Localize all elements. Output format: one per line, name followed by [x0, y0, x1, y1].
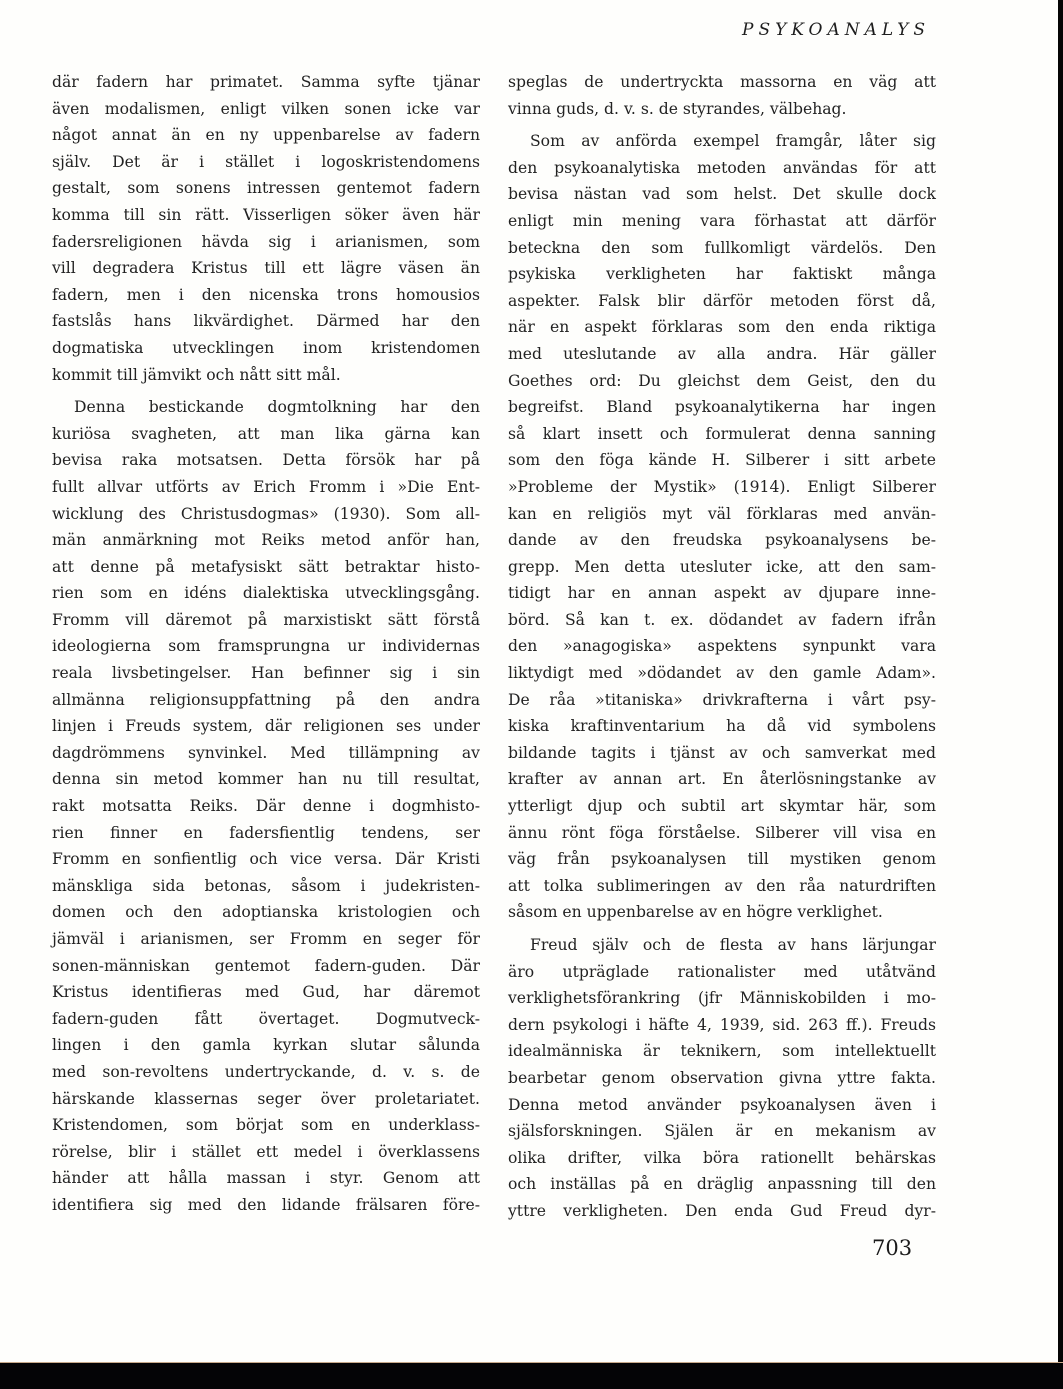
- text-line: kiska kraftinventarium ha då vid symbolens: [508, 717, 936, 736]
- text-line: psykiska verkligheten har faktiskt många: [508, 265, 936, 284]
- text-line: tidigt har en annan aspekt av djupare inne-: [508, 584, 936, 603]
- paragraph: [508, 932, 936, 1225]
- text-line: kuriösa svagheten, att man lika gärna kan: [52, 424, 480, 443]
- text-line: rörelse, blir i stället ett medel i överklassens: [52, 1142, 480, 1161]
- text-column-left: [52, 69, 480, 1219]
- text-line: fullt allvar utförts av Erich Fromm i »Die Ent-: [52, 477, 480, 496]
- text-line: bildande tagits i tjänst av och samverkat med: [508, 743, 936, 762]
- text-line: beteckna den som fullkomligt värdelös. Den: [508, 238, 936, 257]
- text-line: fadern, men i den nicenska trons homousios: [52, 285, 480, 304]
- text-line: linjen i Freuds system, där religionen ses under: [52, 717, 480, 736]
- text-line: där fadern har primatet. Samma syfte tjänar: [52, 73, 480, 91]
- text-line: sonen-människan gentemot fadern-guden. Där: [52, 956, 480, 975]
- text-line: bevisa raka motsatsen. Detta försök har på: [52, 451, 480, 470]
- text-line: Fromm vill däremot på marxistiskt sätt förstå: [52, 610, 480, 629]
- text-line: idealmänniska är teknikern, som intellektuellt: [508, 1042, 936, 1061]
- text-line: komma till sin rätt. Visserligen söker även här: [52, 205, 480, 224]
- text-line: fadersreligionen hävda sig i arianismen, som: [52, 232, 480, 251]
- text-line: kan en religiös myt väl förklaras med använ-: [508, 504, 936, 523]
- text-line: själv. Det är i stället i logoskristendomens: [52, 152, 480, 171]
- paragraph: [52, 394, 480, 1218]
- text-line: som den föga kände H. Silberer i sitt arbete: [508, 451, 936, 470]
- text-line: så klart insett och formulerat denna sanning: [508, 424, 936, 443]
- paragraph: [52, 69, 480, 388]
- text-line: lingen i den gamla kyrkan slutar sålunda: [52, 1036, 480, 1055]
- text-line: Denna bestickande dogmtolkning har den: [74, 398, 480, 417]
- text-line: reala livsbetingelser. Han befinner sig i sin: [52, 664, 480, 683]
- text-line: Fromm en sonfientlig och vice versa. Där Kristi: [52, 850, 480, 869]
- text-line: att denne på metafysiskt sätt betraktar histo-: [52, 557, 480, 576]
- text-line: dogmatiska utvecklingen inom kristendomen: [52, 338, 480, 357]
- text-line: härskande klassernas seger över proletariatet.: [52, 1089, 480, 1108]
- text-line: dern psykologi i häfte 4, 1939, sid. 263 ff.). Freuds: [508, 1015, 936, 1034]
- text-line: mänskliga sida betonas, såsom i judekristen-: [52, 876, 480, 895]
- text-line: identifiera sig med den lidande frälsaren före-: [52, 1195, 480, 1214]
- text-line: bearbetar genom observation givna yttre fakta.: [508, 1068, 936, 1087]
- text-line: den »anagogiska» aspektens synpunkt vara: [508, 637, 936, 656]
- paragraph: [508, 69, 936, 122]
- text-line: dagdrömmens synvinkel. Med tillämpning av: [52, 743, 480, 762]
- text-line: Som av anförda exempel framgår, låter sig: [530, 132, 936, 151]
- text-line: bevisa nästan vad som helst. Det skulle dock: [508, 185, 936, 204]
- paragraph: [508, 128, 936, 926]
- text-line: verklighetsförankring (jfr Människobilden i mo-: [508, 989, 936, 1008]
- text-line: grepp. Men detta utesluter icke, att den sam-: [508, 557, 936, 576]
- text-line: vill degradera Kristus till ett lägre väsen än: [52, 259, 480, 278]
- text-line: Denna metod använder psykoanalysen även i: [508, 1095, 936, 1114]
- text-line: att tolka sublimeringen av den råa naturdriften: [508, 876, 936, 895]
- text-line: själsforskningen. Själen är en mekanism av: [508, 1122, 936, 1141]
- text-line: olika drifter, vilka böra rationellt behärskas: [508, 1148, 936, 1167]
- text-line: Freud själv och de flesta av hans lärjungar: [530, 936, 936, 954]
- text-line: män anmärkning mot Reiks metod anför han,: [52, 531, 480, 550]
- text-line: kommit till jämvikt och nått sitt mål.: [52, 365, 341, 384]
- text-line: såsom en uppenbarelse av en högre verklighet.: [508, 903, 883, 922]
- text-line: när en aspekt förklaras som den enda riktiga: [508, 318, 936, 337]
- text-line: rien som en idéns dialektiska utvecklingsgång.: [52, 584, 480, 603]
- running-head-title: PSYKOANALYS: [742, 20, 930, 40]
- scan-edge-right: [1058, 0, 1063, 1388]
- text-line: ideologierna som framsprungna ur individernas: [52, 637, 480, 656]
- text-line: ännu rönt föga förståelse. Silberer vill visa en: [508, 823, 936, 842]
- text-line: med son-revoltens undertryckande, d. v. s. de: [52, 1062, 480, 1081]
- text-line: äro utpräglade rationalister med utåtvänd: [508, 962, 936, 981]
- text-line: även modalismen, enligt vilken sonen icke var: [52, 99, 480, 118]
- text-line: ytterligt djup och subtil art skymtar här, som: [508, 797, 936, 816]
- text-line: begreifst. Bland psykoanalytikerna har ingen: [508, 398, 936, 417]
- text-line: enligt min mening vara förhastat att därför: [508, 211, 936, 230]
- text-line: »Probleme der Mystik» (1914). Enligt Silberer: [508, 477, 936, 496]
- scan-edge-bottom: [0, 1362, 1063, 1389]
- text-line: De råa »titaniska» drivkrafterna i vårt psy-: [508, 690, 936, 709]
- text-line: Kristus identifieras med Gud, har däremot: [52, 983, 480, 1002]
- text-line: fastslås hans likvärdighet. Därmed har den: [52, 312, 480, 331]
- text-line: denna sin metod kommer han nu till resultat,: [52, 770, 480, 789]
- text-line: med uteslutande av alla andra. Här gäller: [508, 344, 936, 363]
- text-line: rakt motsatta Reiks. Där denne i dogmhisto-: [52, 797, 480, 816]
- text-line: allmänna religionsuppfattning på den andra: [52, 690, 480, 709]
- text-line: något annat än en ny uppenbarelse av fadern: [52, 126, 480, 145]
- text-line: gestalt, som sonens intressen gentemot fadern: [52, 179, 480, 198]
- text-line: yttre verkligheten. Den enda Gud Freud dyr-: [508, 1201, 936, 1220]
- text-line: fadern-guden fått övertaget. Dogmutveck-: [52, 1009, 480, 1028]
- text-line: väg från psykoanalysen till mystiken genom: [508, 850, 936, 869]
- page-number: 703: [872, 1236, 913, 1260]
- text-line: liktydigt med »dödandet av den gamle Adam».: [508, 664, 936, 683]
- text-line: börd. Så kan t. ex. dödandet av fadern ifrån: [508, 610, 936, 629]
- text-line: jämväl i arianismen, ser Fromm en seger för: [52, 930, 480, 948]
- text-line: aspekter. Falsk blir därför metoden först då,: [508, 291, 936, 310]
- text-line: Kristendomen, som börjat som en underklass-: [52, 1116, 480, 1135]
- text-line: dande av den freudska psykoanalysens be-: [508, 531, 936, 550]
- text-line: krafter av annan art. En återlösningstanke av: [508, 770, 936, 789]
- text-line: speglas de undertryckta massorna en väg att: [508, 73, 936, 91]
- text-line: den psykoanalytiska metoden användas för att: [508, 158, 936, 177]
- text-line: och inställas på en dräglig anpassning till den: [508, 1175, 936, 1194]
- text-line: vinna guds, d. v. s. de styrandes, välbehag.: [508, 99, 847, 118]
- text-line: domen och den adoptianska kristologien och: [52, 903, 480, 922]
- text-line: händer att hålla massan i styr. Genom att: [52, 1169, 480, 1188]
- text-column-right: [508, 69, 936, 1225]
- text-line: rien finner en fadersfientlig tendens, ser: [52, 823, 480, 842]
- text-line: wicklung des Christusdogmas» (1930). Som all-: [52, 504, 480, 523]
- text-line: Goethes ord: Du gleichst dem Geist, den du: [508, 371, 936, 390]
